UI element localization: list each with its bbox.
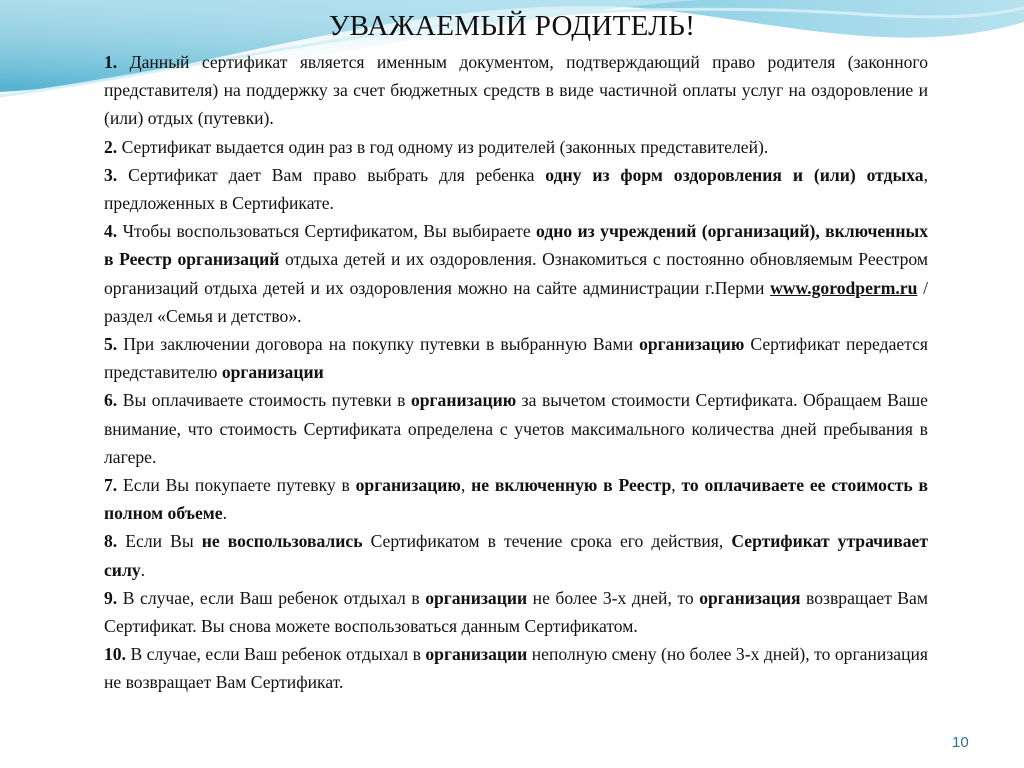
list-item: 10. В случае, если Ваш ребенок отдыхал в организации неполную смену (но более 3-х дней), то организация не возвращает Вам Сертификат. [104,644,928,693]
list-item: 1. Данный сертификат является именным документом, подтверждающий право родителя (законного представителя) на поддержку за счет бюджетных средств в виде частичной оплаты услуг на оздоровление и (или) отдых (путевки). [104,52,928,129]
list-item: 5. При заключении договора на покупку путевки в выбранную Вами организацию Сертификат передается представителю организации [104,334,928,383]
list-item: 2. Сертификат выдается один раз в год одному из родителей (законных представителей). [104,136,769,157]
content-list [104,48,928,697]
page-number: 10 [952,734,969,751]
list-item: 9. В случае, если Ваш ребенок отдыхал в организации не более 3-х дней, то организация возвращает Вам Сертификат. Вы снова можете воспользоваться данным Сертификатом. [104,587,928,637]
list-item: 7. Если Вы покупаете путевку в организацию, не включенную в Реестр, то оплачиваете ее стоимость в полном объеме. [104,475,929,524]
slide-title: УВАЖАЕМЫЙ РОДИТЕЛЬ! [328,10,696,42]
list-item: 3. Сертификат дает Вам право выбрать для ребенка одну из форм оздоровления и (или) отдыха, предложенных в Сертификате. [104,164,928,214]
website-link[interactable]: www.gorodperm.ru [770,277,918,298]
list-item: 8. Если Вы не воспользовались Сертификатом в течение срока его действия, Сертификат утрачивает силу. [104,531,928,580]
list-item: 6. Вы оплачиваете стоимость путевки в организацию за вычетом стоимости Сертификата. Обращаем Ваше внимание, что стоимость Сертификата определена с учетов максимального количества дней пребывания в лагере. [104,390,928,467]
list-item: 4. Чтобы воспользоваться Сертификатом, Вы выбираете одно из учреждений (организаций), включенных в Реестр организаций отдыха детей и их оздоровления. Ознакомиться с постоянно обновляемым Реестром организаций отдыха детей и их оздоровления можно на сайте администрации г.Перми www.gorodperm.ru /раздел «Семья и детство». [104,221,928,326]
